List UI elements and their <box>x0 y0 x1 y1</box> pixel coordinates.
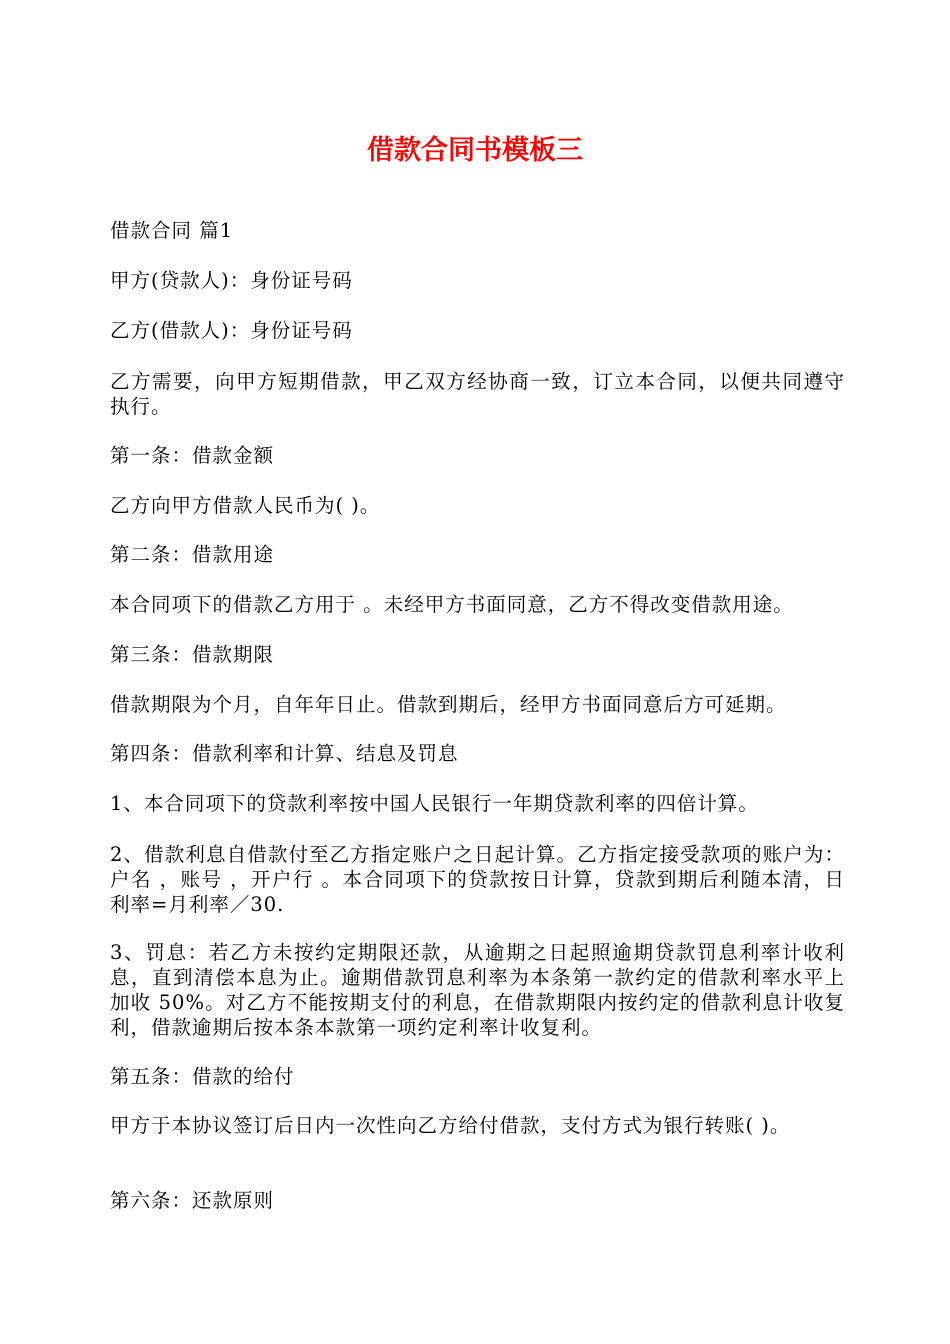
paragraph-heading-piece: 借款合同 篇1 <box>110 219 234 242</box>
paragraph-article-2-heading: 第二条：借款用途 <box>110 543 275 566</box>
paragraph-article-4-item-2: 2、借款利息自借款付至乙方指定账户之日起计算。乙方指定接受款项的账户为：户名 ，账号 ，开户行 。本合同项下的贷款按日计算，贷款到期后利随本清，日利率=月利率／30. <box>110 843 845 916</box>
paragraph-article-4-item-1: 1、本合同项下的贷款利率按中国人民银行一年期贷款利率的四倍计算。 <box>110 792 759 815</box>
paragraph-party-a: 甲方(贷款人)：身份证号码 <box>110 269 353 292</box>
paragraph-article-4-heading: 第四条：借款利率和计算、结息及罚息 <box>110 742 459 765</box>
document-title: 借款合同书模板三 <box>367 135 583 166</box>
paragraph-article-5-body: 甲方于本协议签订后日内一次性向乙方给付借款，支付方式为银行转账( )。 <box>110 1114 791 1137</box>
paragraph-article-3-heading: 第三条：借款期限 <box>110 643 275 666</box>
paragraph-party-b: 乙方(借款人)：身份证号码 <box>110 319 353 342</box>
paragraph-article-6-heading: 第六条：还款原则 <box>110 1189 275 1212</box>
paragraph-article-5-heading: 第五条：借款的给付 <box>110 1065 295 1088</box>
paragraph-article-3-body: 借款期限为个月，自年年日止。借款到期后，经甲方书面同意后方可延期。 <box>110 693 787 716</box>
paragraph-article-2-body: 本合同项下的借款乙方用于 。未经甲方书面同意，乙方不得改变借款用途。 <box>110 593 794 616</box>
paragraph-article-1-heading: 第一条：借款金额 <box>110 444 275 467</box>
paragraph-article-1-body: 乙方向甲方借款人民币为( )。 <box>110 494 381 517</box>
paragraph-article-4-item-3: 3、罚息：若乙方未按约定期限还款，从逾期之日起照逾期贷款罚息利率计收利息，直到清偿本息为止。逾期借款罚息利率为本条第一款约定的借款利率水平上加收 50%。对乙方不能按期支付的利息，在借款期限内按约定的借款利息计收复利，借款逾期后按本条本款第一项约定利率计收复利。 <box>110 941 845 1039</box>
paragraph-preamble: 乙方需要，向甲方短期借款，甲乙双方经协商一致，订立本合同，以便共同遵守执行。 <box>110 370 845 418</box>
